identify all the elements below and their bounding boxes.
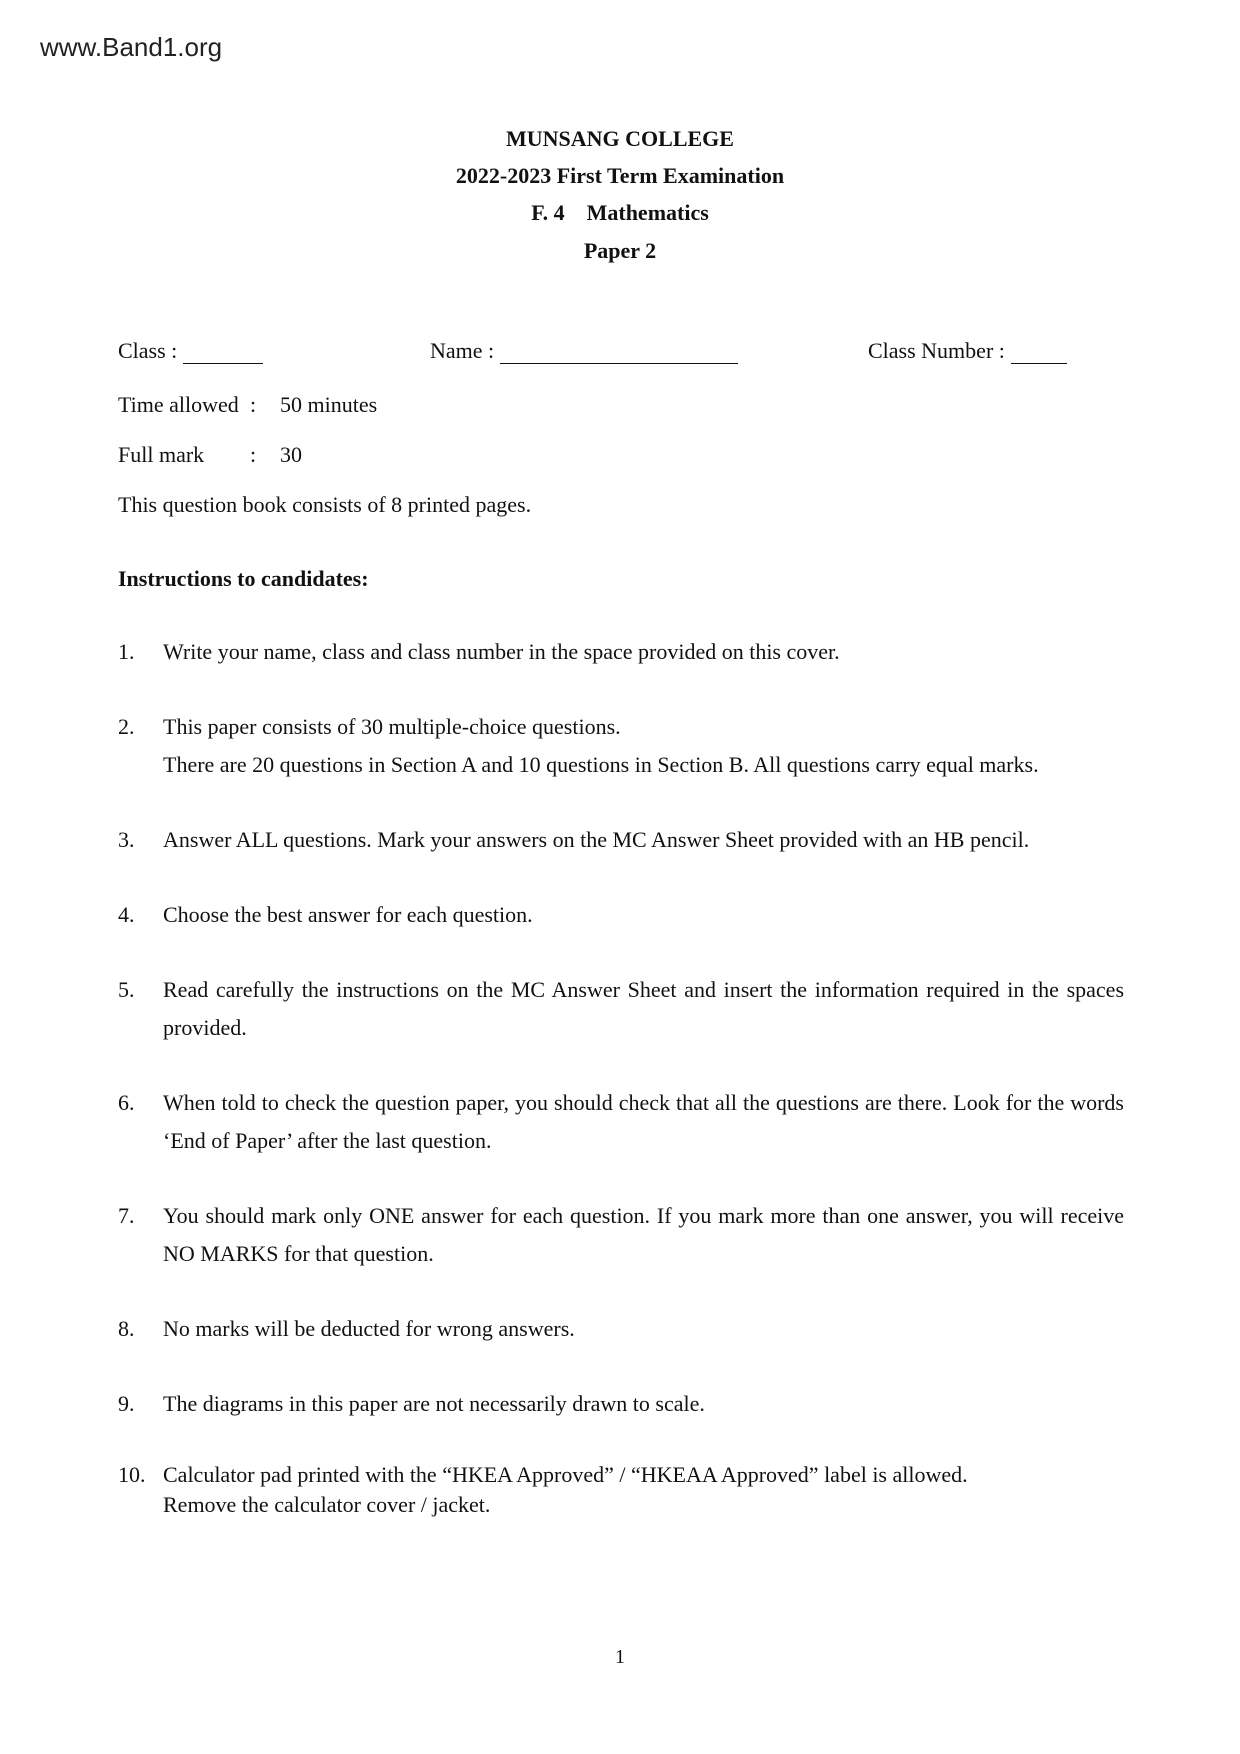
- instruction-text: When told to check the question paper, you should check that all the questions are there. Look for the words ‘End of Paper’ after the last question.: [163, 1090, 1124, 1153]
- page-number: 1: [615, 1646, 625, 1668]
- instruction-number: 3.: [118, 827, 135, 852]
- instruction-number: 4.: [118, 902, 135, 927]
- full-mark-row: Full mark : 30: [118, 442, 302, 467]
- pages-note: This question book consists of 8 printed pages.: [118, 492, 532, 517]
- paper-number: Paper 2: [583, 238, 657, 263]
- class-number-blank[interactable]: [1011, 341, 1067, 364]
- class-blank[interactable]: [183, 341, 263, 364]
- class-number-field: [868, 338, 1067, 364]
- instruction-text: This paper consists of 30 multiple-choice questions.: [163, 714, 621, 739]
- form-level: F. 4: [531, 200, 565, 225]
- instruction-item: [118, 1084, 1124, 1160]
- instruction-text: Remove the calculator cover / jacket.: [163, 1492, 491, 1517]
- watermark-url: www.Band1.org: [40, 32, 223, 62]
- instruction-item: [118, 821, 1124, 859]
- instruction-item: [118, 1460, 1124, 1520]
- instruction-text: Calculator pad printed with the “HKEA Approved” / “HKEAA Approved” label is allowed.: [163, 1462, 968, 1487]
- instruction-item: [118, 1197, 1124, 1273]
- class-label: Class :: [118, 338, 178, 363]
- form-subject: [0, 200, 1240, 226]
- instruction-text: Read carefully the instructions on the MC Answer Sheet and insert the information required in the spaces provided.: [163, 977, 1124, 1040]
- instruction-text: Write your name, class and class number in the space provided on this cover.: [163, 639, 840, 664]
- instruction-number: 7.: [118, 1203, 135, 1228]
- name-field: [430, 338, 738, 364]
- full-mark-value: 30: [280, 442, 302, 467]
- instruction-item: [118, 1385, 1124, 1423]
- instruction-text: There are 20 questions in Section A and 10 questions in Section B. All questions carry equal marks.: [163, 752, 1039, 777]
- subject-name: Mathematics: [586, 200, 709, 225]
- instruction-number: 5.: [118, 977, 135, 1002]
- class-field: [118, 338, 263, 364]
- instruction-item: [118, 633, 1124, 671]
- name-blank[interactable]: [500, 341, 738, 364]
- instruction-number: 6.: [118, 1090, 135, 1115]
- exam-title: 2022-2023 First Term Examination: [455, 163, 785, 188]
- instruction-text: Answer ALL questions. Mark your answers on the MC Answer Sheet provided with an HB pencil.: [163, 827, 1030, 852]
- instruction-number: 2.: [118, 714, 135, 739]
- time-allowed-label: Time allowed: [118, 392, 239, 417]
- instruction-number: 8.: [118, 1316, 135, 1341]
- full-mark-label: Full mark: [118, 442, 205, 467]
- instruction-item: [118, 971, 1124, 1047]
- time-allowed-value: 50 minutes: [280, 392, 378, 417]
- instruction-number: 10.: [118, 1462, 146, 1487]
- class-number-label: Class Number :: [868, 338, 1005, 363]
- time-allowed-row: Time allowed : 50 minutes: [118, 392, 378, 417]
- instruction-item: [118, 896, 1124, 934]
- instruction-item: [118, 1310, 1124, 1348]
- instruction-number: 9.: [118, 1391, 135, 1416]
- instruction-item: [118, 708, 1124, 784]
- instruction-text: You should mark only ONE answer for each question. If you mark more than one answer, you will receive NO MARKS for that question.: [163, 1203, 1124, 1266]
- school-name: MUNSANG COLLEGE: [506, 126, 734, 151]
- instruction-text: Choose the best answer for each question.: [163, 902, 533, 927]
- name-label: Name :: [430, 338, 495, 363]
- instructions-heading: Instructions to candidates:: [118, 566, 369, 591]
- instruction-text: The diagrams in this paper are not necessarily drawn to scale.: [163, 1391, 705, 1416]
- instruction-number: 1.: [118, 639, 135, 664]
- instruction-text: No marks will be deducted for wrong answers.: [163, 1316, 575, 1341]
